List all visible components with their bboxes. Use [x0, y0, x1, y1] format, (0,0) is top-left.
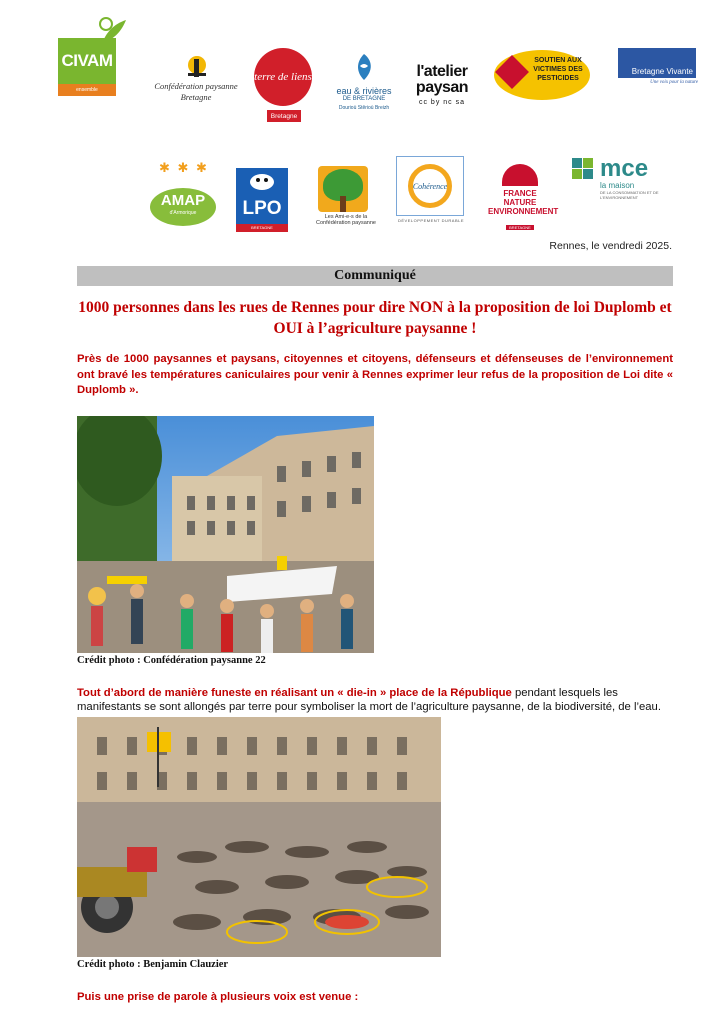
civam-name: CIVAM — [58, 38, 116, 84]
atelier-line2: paysan — [415, 79, 469, 96]
civam-logo — [58, 14, 134, 100]
communique-banner: Communiqué — [77, 266, 673, 286]
coherence-name: Cohérence — [408, 164, 452, 208]
conf-line2: Bretagne — [180, 92, 212, 102]
soutien-victimes-logo — [494, 50, 590, 102]
lpo-logo — [236, 168, 288, 232]
intro-paragraph: Près de 1000 paysannes et paysans, citoyennes et citoyens, défenseurs et défenseuses de l’environnement ont bravé les températures caniculaires pour venir à Rennes exprimer leur refus de la proposition de Loi dite « Duplomb ». — [77, 353, 673, 396]
eau-line3: Dourioù Stêrioù Breizh — [338, 105, 390, 111]
confederation-paysanne-logo — [150, 55, 242, 119]
creative-commons-icon: cc by nc sa — [418, 99, 465, 106]
photo-credit-2: Crédit photo : Benjamin Clauzier — [77, 959, 229, 970]
atelier-paysan-logo — [406, 52, 478, 118]
fne-line1: FRANCE NATURE — [503, 189, 537, 207]
bv-sub: Une voix pour la nature — [650, 80, 698, 85]
coherence-sub: DÉVELOPPEMENT DURABLE — [398, 218, 464, 223]
wave-icon — [352, 52, 376, 82]
eau-line1: eau & rivières — [336, 86, 392, 96]
mce-sub: DE LA CONSOMMATION ET DE L'ENVIRONNEMENT — [600, 190, 659, 200]
amis-confederation-logo — [310, 166, 382, 234]
puffin-icon — [248, 172, 276, 190]
mce-logo — [570, 156, 660, 206]
amis-text: Les Ami-e-s de la Confédération paysanne — [316, 214, 376, 226]
hedgehog-icon — [502, 164, 538, 186]
die-in-description: pendant lesquels les manifestants se sont allongés par terre pour symboliser la mort de l’agriculture paysanne, de la biodiversité, de l’eau. — [77, 687, 661, 713]
conf-line1: Confédération paysanne — [154, 81, 238, 91]
squares-icon — [572, 158, 594, 180]
lpo-sub: BRETAGNE — [236, 224, 288, 232]
march-photo — [77, 416, 374, 653]
die-in-photo — [77, 717, 441, 957]
coherence-logo — [396, 156, 466, 224]
civam-sub: ensemble — [58, 84, 116, 96]
fne-line2: ENVIRONNEMENT — [488, 207, 559, 216]
speech-paragraph: Puis une prise de parole à plusieurs voix est venue : — [77, 991, 359, 1003]
terre-name: terre de liens — [254, 48, 312, 106]
bv-name: Bretagne Vivante — [618, 48, 696, 78]
people-icon: ✱ ✱ ✱ — [159, 160, 209, 175]
amap-sub: d'Armorique — [169, 210, 197, 216]
eau-line2: DE BRETAGNE — [342, 96, 386, 102]
die-in-intro: Tout d’abord de manière funeste en réalisant un « die-in » place de la République — [77, 687, 512, 699]
soutien-text: SOUTIEN AUX VICTIMES DES PESTICIDES — [533, 57, 583, 82]
document-date: Rennes, le vendredi 2025. — [549, 240, 672, 252]
fne-logo — [488, 164, 559, 230]
terre-tag: Bretagne — [267, 110, 301, 122]
amap-name: AMAP — [160, 192, 206, 209]
photo-credit-1: Crédit photo : Confédération paysanne 22 — [77, 655, 266, 666]
farmer-icon — [184, 53, 210, 81]
atelier-line1: l'atelier — [416, 63, 468, 80]
eau-rivieres-logo — [330, 52, 398, 118]
lpo-name: LPO — [236, 168, 288, 230]
document-title: 1000 personnes dans les rues de Rennes pour dire NON à la proposition de loi Duplomb et OUI à l’agriculture paysanne ! — [78, 299, 672, 337]
mce-name: mce — [600, 155, 649, 182]
tree-icon — [318, 166, 368, 212]
die-in-paragraph — [77, 686, 677, 714]
mce-line: la maison — [600, 181, 635, 190]
fne-tag: BRETAGNE — [506, 225, 534, 230]
terre-de-liens-logo — [254, 48, 314, 130]
amap-logo — [148, 160, 218, 228]
bretagne-vivante-logo — [618, 48, 698, 92]
